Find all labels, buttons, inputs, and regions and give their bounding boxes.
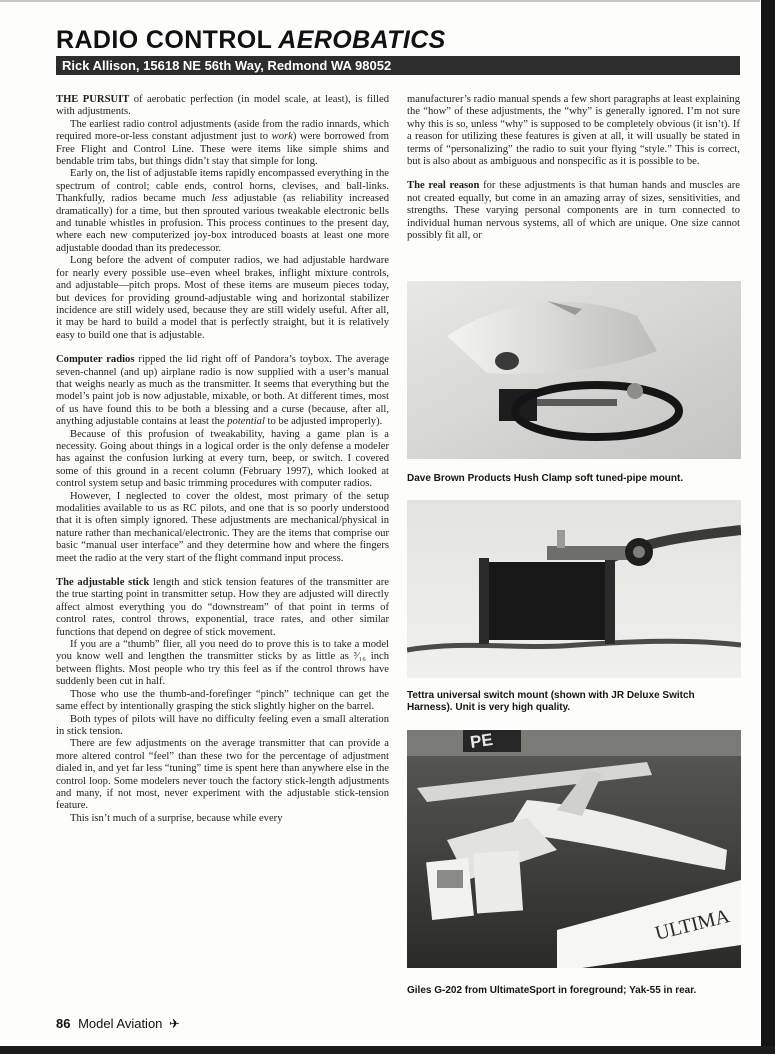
page-footer xyxy=(56,1016,180,1032)
brochure xyxy=(426,858,474,920)
emphasis: work xyxy=(271,131,293,143)
paragraph-text: adjustable (as reliability increased dramatically) for a time, but then sprouted various tweakable electronic bells and tunable whistles in profusion. This process continues to the present day, where each new computerized joy-box introduced boasts at least one more adjustable doodad than its predecessor. xyxy=(56,193,389,254)
photo-giles-g202-illustration xyxy=(407,730,741,968)
paragraph: Those who use the thumb-and-forefinger “pinch” technique can get the same effect by intentionally grasping the stick slightly higher on the barrel. xyxy=(56,688,389,713)
paragraph-text: for these adjustments is that human hands and muscles are not created equally, but come in an amazing array of sizes, sensitivities, and strengths. These varying personal components are in turn connected to individual human nervous systems, all of which are unique. One size cannot possibly fit all, or xyxy=(407,180,741,242)
scan-bottom-border xyxy=(0,1046,775,1054)
run-in-head: The real reason xyxy=(407,180,480,192)
paragraph: There are few adjustments on the average transmitter that can provide a more altered control “feel” than these two for the percentage of adjustment dialed in, and yet far less “tuning” time is spent here than anywhere else in the control loop. Some modelers never touch the factory stick-length adjustments and many, if not most, never experiment with the adjustable stick-tension feature. xyxy=(56,738,389,812)
brochure xyxy=(473,850,523,913)
emphasis: potential xyxy=(227,416,265,428)
column-title-italic: AEROBATICS xyxy=(278,26,446,54)
paragraph-text: The earliest radio control adjustments (aside from the radio innards, which required more-or-less constant adjustment just to xyxy=(56,118,389,143)
column-title-plain: RADIO CONTROL xyxy=(56,26,273,54)
banner-text: PE xyxy=(468,730,495,752)
right-column xyxy=(407,94,740,242)
paragraph-text: to be adjusted improperly). xyxy=(264,416,383,428)
emphasis: less xyxy=(211,193,228,205)
photo-giles-g202 xyxy=(407,730,741,968)
paragraph-text: Early on, the list of adjustable items rapidly encompassed everything in the spectrum of control; cable ends, control horns, clevises, and ball-links. Thankfully, radios became much xyxy=(56,168,389,205)
photo-hush-clamp xyxy=(407,281,741,459)
airplane-icon: ✈ xyxy=(169,1016,180,1031)
paragraph-text: ripped the lid right off of Pandora’s toybox. The average seven-channel (and up) airplane radio is now supplied with a user’s manual that weighs nearly as much as the transmitter. It seems that everything but the model’s paint job is now adjustable, mixable, or both. At different times, most of us have found this to be both a blessing and a curse (because, after all, anything adjustable contains at least the xyxy=(56,354,389,428)
photo-caption: Giles G-202 from UltimateSport in foreground; Yak-55 in rear. xyxy=(407,985,697,996)
photo-hush-clamp-illustration xyxy=(407,281,741,459)
paragraph-text: of aerobatic perfection (in model scale, at least), is filled with adjustments. xyxy=(56,94,389,118)
paragraph: Long before the advent of computer radios, we had adjustable hardware for nearly every possible use–even wheel brakes, inflight mixture controls, and adjustable—pitch props. Most of these items are museum pieces today, but devices for providing ground-adjustable wing and horizontal stabilizer incidence are still widely used, because they are still widely useful. After all, it may be hard to build a model that is perfectly straight, but it is relatively easy to build one that is adjustable. xyxy=(56,255,389,341)
photo-caption: Tettra universal switch mount (shown with JR Deluxe Switch Harness). Unit is very high quality. xyxy=(407,690,695,713)
fraction: ³⁄₁₆ xyxy=(353,651,366,663)
paragraph-text: If you are a “thumb” flier, all you need do to prove this is to take a model you know well and lengthen the transmitter sticks by as little as xyxy=(56,639,389,663)
run-in-head: The adjustable stick xyxy=(56,577,150,589)
paragraph-text: length and stick tension features of the transmitter are the true starting point in transmitter setup. How they are adjusted will directly affect almost everything you do “downstream” of that point in terms of control rates, control throws, exponential, trace rates, and other similar functions that depend on degree of stick movement. xyxy=(56,577,389,638)
photo-switch-mount-illustration xyxy=(407,500,741,678)
paragraph xyxy=(56,354,389,428)
scan-right-border xyxy=(761,0,775,1054)
page-top-edge xyxy=(0,0,760,2)
left-column xyxy=(56,94,389,825)
paragraph: Because of this profusion of tweakability, having a game plan is a necessity. Going about things in a logical order is the only defense a modeler has against the confusion lurking at every turn, beep, or switch. I covered some of this ground in a recent column (February 1997), which looked at control system setup and basic trimming procedures with computer radios. xyxy=(56,428,389,490)
author-byline: Rick Allison, 15618 NE 56th Way, Redmond WA 98052 xyxy=(56,56,740,75)
photo-caption: Dave Brown Products Hush Clamp soft tuned-pipe mount. xyxy=(407,473,684,484)
ultima-sign-text: ULTIMA xyxy=(652,905,732,945)
paragraph xyxy=(56,119,389,169)
photo-switch-mount xyxy=(407,500,741,678)
column-title xyxy=(56,28,446,53)
paragraph xyxy=(56,577,389,639)
paragraph xyxy=(56,168,389,255)
paragraph xyxy=(56,639,389,689)
page-number: 86 xyxy=(56,1016,71,1031)
paragraph: However, I neglected to cover the oldest, most primary of the setup modalities available to us as RC pilots, and one that is so poorly understood that it is often simply ignored. These adjustments are mechanical/physical in nature rather than mechanical/electronic. They are the items that comprise our basic “manual user interface” and they determine how and where the fingers meet the radio at the very start of the flight command input process. xyxy=(56,490,389,564)
paragraph: manufacturer’s radio manual spends a few short paragraphs at least explaining the “how” of these adjustments, the “why” is generally ignored. I’m not sure why this is so, unless “why” is supposed to be completely obvious (it isn’t). If a reason for utilizing these features is given at all, it will usually be stated in terms of “personalizing” the radio to suit your flying “style.” This is correct, but is also about as ambiguous and nonspecific as it is possible to be. xyxy=(407,94,740,168)
magazine-name: Model Aviation xyxy=(78,1016,163,1031)
paragraph-text: inch between flights. Most people who try this feel as if the control throws have suddenly been cut in half. xyxy=(56,651,390,688)
run-in-head: Computer radios xyxy=(56,354,135,366)
paragraph xyxy=(56,94,389,119)
run-in-head: THE PURSUIT xyxy=(56,94,130,105)
paragraph-text: ) were borrowed from Free Flight and Control Line. These were items like simple shims and bendable trim tabs, but things didn’t stay that simple for long. xyxy=(56,131,389,168)
paragraph: Both types of pilots will have no difficulty feeling even a small alteration in stick tension. xyxy=(56,713,389,737)
paragraph xyxy=(407,180,740,242)
switch-housing xyxy=(487,562,607,640)
paragraph: This isn’t much of a surprise, because while every xyxy=(70,812,283,824)
